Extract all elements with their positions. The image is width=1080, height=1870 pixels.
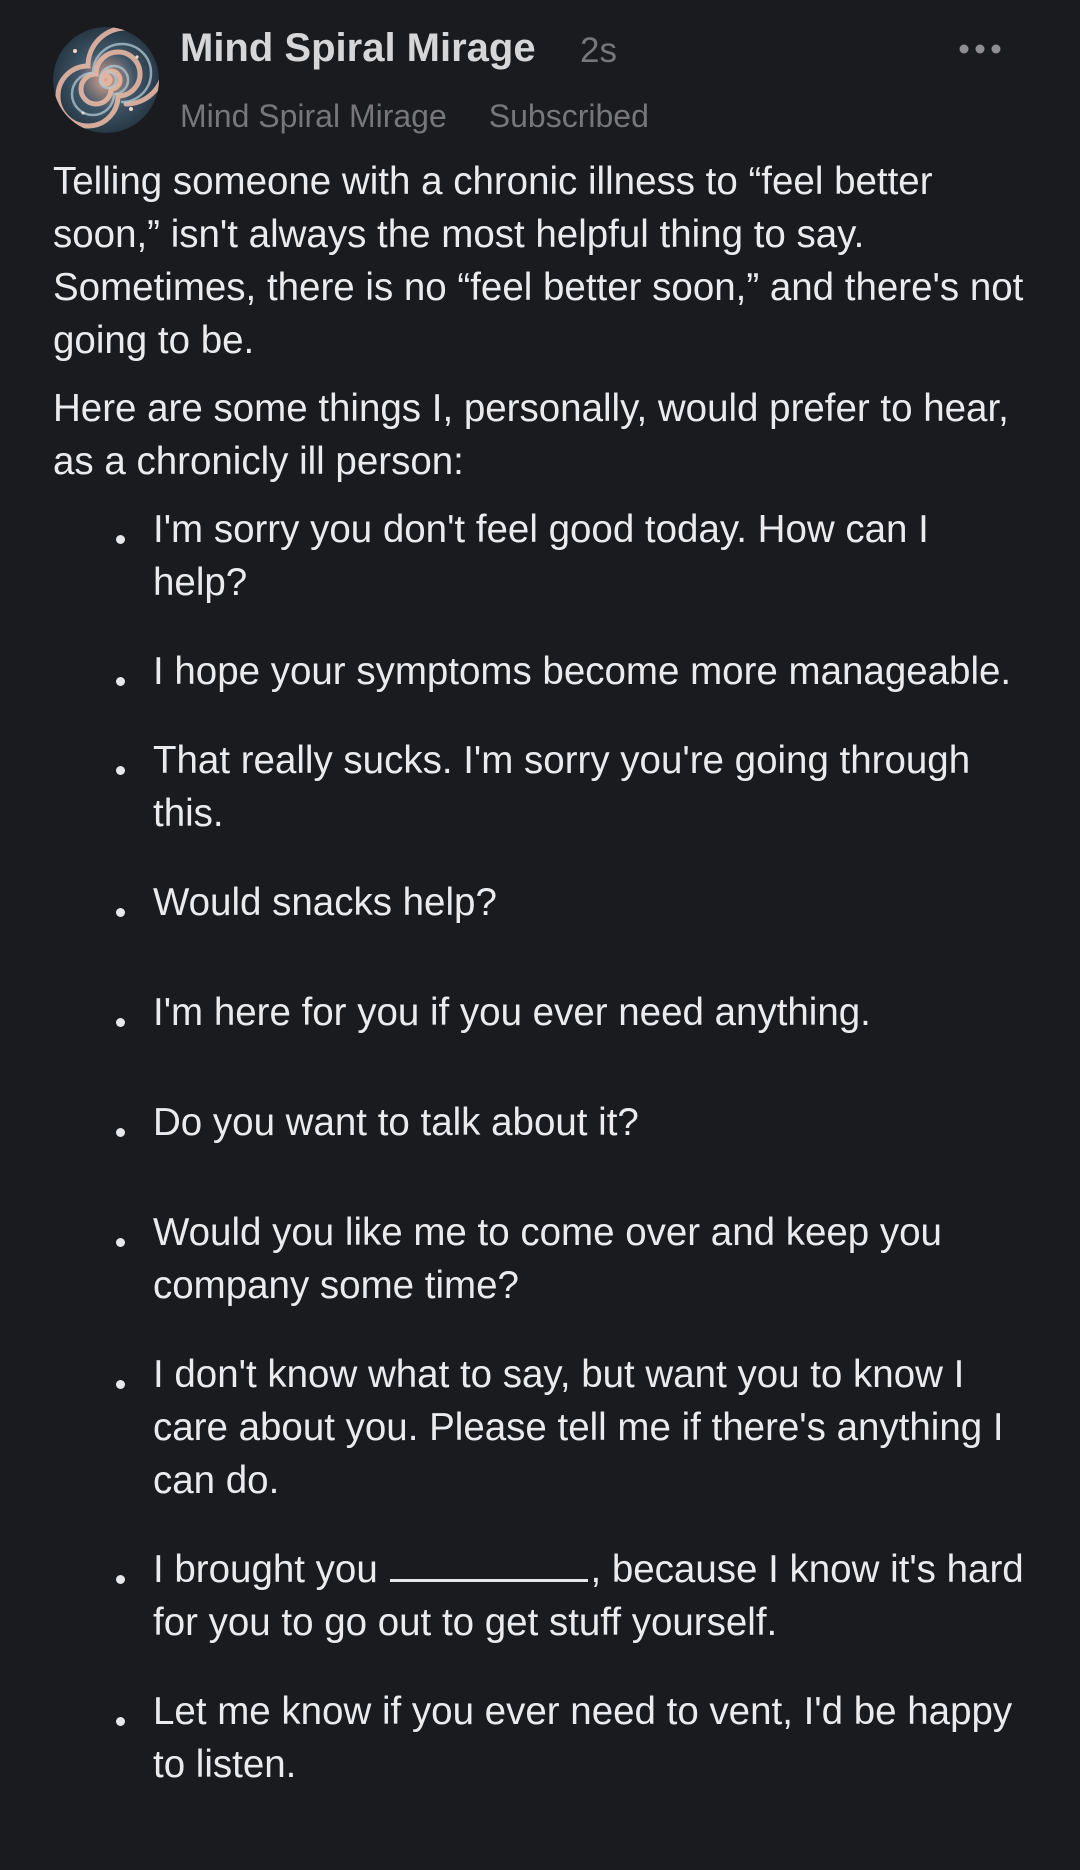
bullet-icon [116, 677, 125, 686]
bullet-icon [116, 535, 125, 544]
list-item-text: I'm sorry you don't feel good today. How can I help? [153, 508, 929, 604]
list-item-text: Would snacks help? [153, 881, 497, 924]
bullet-icon [116, 1717, 125, 1726]
author-handle[interactable]: Mind Spiral Mirage [180, 98, 447, 134]
subscription-status[interactable]: Subscribed [488, 98, 649, 134]
list-item [53, 503, 1033, 609]
list-item [53, 1096, 1033, 1149]
bullet-icon [116, 1128, 125, 1137]
list-item [53, 1543, 1033, 1649]
bullet-icon [116, 1380, 125, 1389]
list-item [53, 1685, 1033, 1791]
post-body [53, 155, 1033, 1827]
author-subline [180, 98, 649, 135]
post-paragraph: Telling someone with a chronic illness to “feel better soon,” isn't always the most helpful thing to say. Sometimes, there is no “feel better soon,” and there's not going to be. [53, 160, 1024, 362]
list-item [53, 734, 1033, 840]
post-header [53, 0, 1027, 150]
author-name[interactable]: Mind Spiral Mirage [180, 26, 536, 70]
spiral-avatar-image [53, 27, 159, 133]
list-item-text: Would you like me to come over and keep you company some time? [153, 1211, 942, 1307]
list-item [53, 986, 1033, 1039]
list-item-text: That really sucks. I'm sorry you're going through this. [153, 739, 971, 835]
post-time: 2s [580, 31, 617, 70]
list-item [53, 876, 1033, 929]
more-horizontal-icon [950, 34, 1010, 64]
bullet-icon [116, 1238, 125, 1247]
post-paragraph: Here are some things I, personally, would prefer to hear, as a chronicly ill person: [53, 387, 1009, 483]
bullet-icon [116, 908, 125, 917]
list-item [53, 1206, 1033, 1312]
avatar[interactable] [53, 27, 159, 133]
list-item-text: Do you want to talk about it? [153, 1101, 639, 1144]
list-item-text: I'm here for you if you ever need anything. [153, 991, 871, 1034]
list-item-text-start: I brought you [153, 1548, 378, 1591]
list-item [53, 645, 1033, 698]
bullet-icon [116, 1018, 125, 1027]
list-item-text-end: , because I know it's hard for you to go out to get stuff yourself. [153, 1548, 1024, 1644]
post-list [53, 503, 1033, 1791]
list-item-text: I hope your symptoms become more manageable. [153, 650, 1012, 693]
bullet-icon [116, 1575, 125, 1584]
list-item-text: Let me know if you ever need to vent, I'd be happy to listen. [153, 1690, 1013, 1786]
bullet-icon [116, 766, 125, 775]
list-item [53, 1348, 1033, 1507]
list-item-text: I don't know what to say, but want you to know I care about you. Please tell me if there's anything I can do. [153, 1353, 1004, 1502]
more-options-button[interactable] [950, 34, 1010, 64]
fill-in-blank [390, 1549, 588, 1582]
